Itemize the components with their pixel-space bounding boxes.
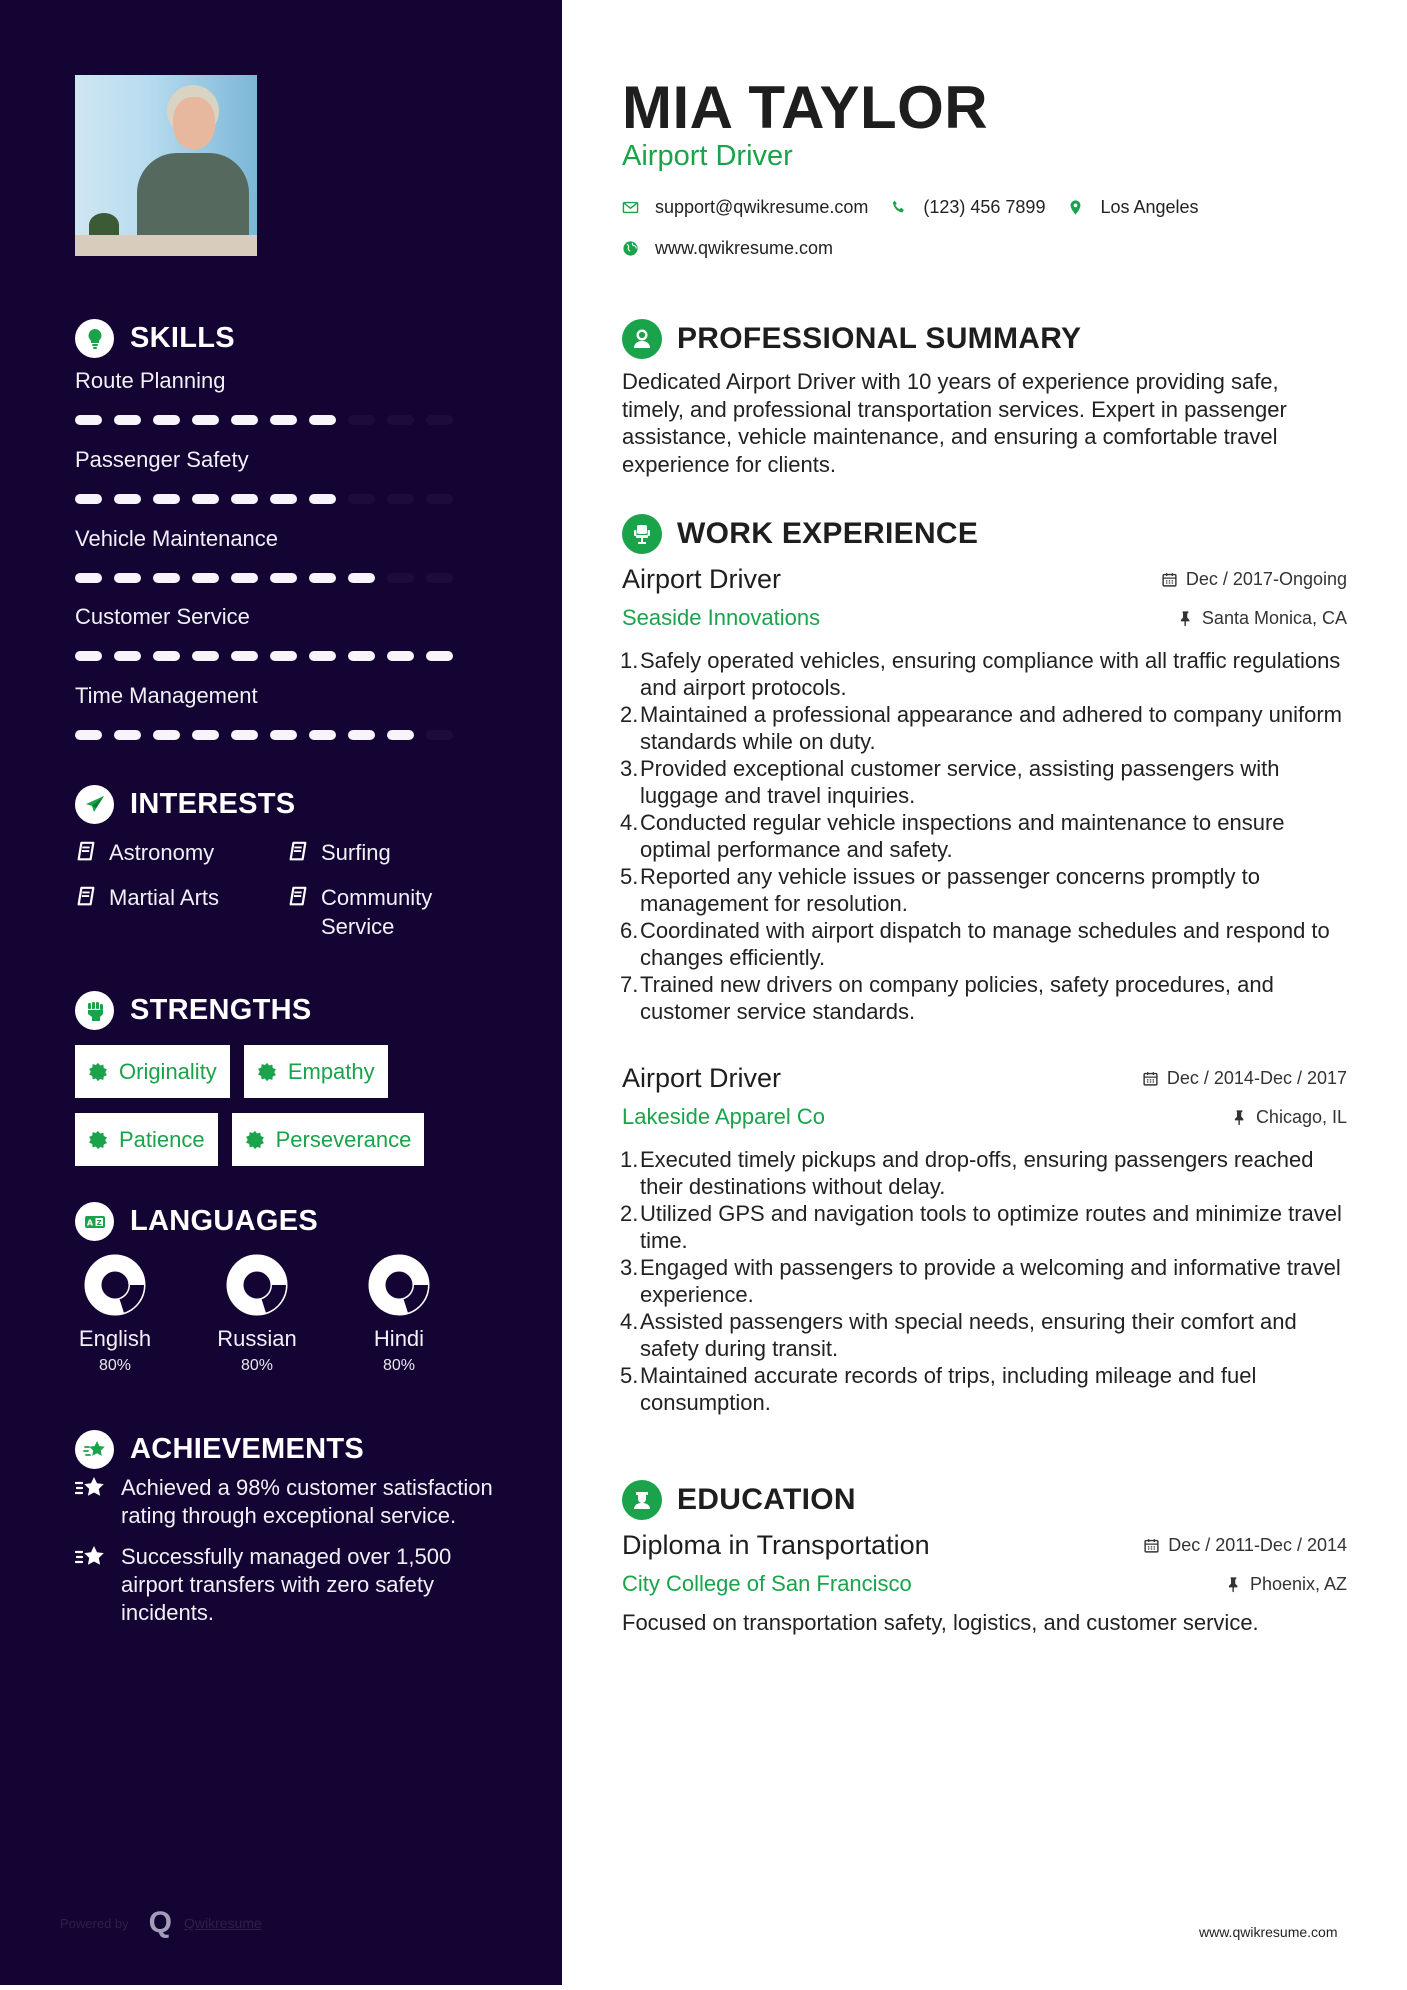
summary-title: PROFESSIONAL SUMMARY (677, 322, 1082, 355)
job-location: Santa Monica, CA (1177, 608, 1347, 629)
rating-segment (348, 415, 375, 425)
experience-title: WORK EXPERIENCE (677, 517, 979, 550)
skill-rating-bar (75, 651, 475, 661)
calendar-icon (1161, 571, 1178, 588)
job-bullet: Utilized GPS and navigation tools to optimize routes and minimize travel time. (640, 1201, 1342, 1253)
job-bullet: Trained new drivers on company policies, safety procedures, and customer service standards. (640, 972, 1274, 1024)
interest-item (75, 883, 287, 941)
job-title: Airport Driver (622, 1063, 782, 1093)
rating-segment (153, 651, 180, 661)
rating-segment (387, 573, 414, 583)
fist-icon (75, 991, 114, 1030)
pushpin-icon (1231, 1109, 1248, 1126)
language-name: Russian (217, 1326, 297, 1351)
skill-item (75, 681, 475, 740)
rating-segment (114, 730, 141, 740)
user-icon (622, 319, 662, 359)
job-date: Dec / 2017-Ongoing (1161, 569, 1347, 590)
rating-segment (426, 730, 453, 740)
rating-segment (75, 573, 102, 583)
interest-label: Martial Arts (109, 885, 220, 910)
rating-segment (426, 494, 453, 504)
job-bullet: Engaged with passengers to provide a welcoming and informative travel experience. (640, 1255, 1341, 1307)
education-title: EDUCATION (677, 1483, 856, 1516)
job-bullet: Coordinated with airport dispatch to manage schedules and respond to changes efficiently. (640, 918, 1330, 970)
strength-chip (244, 1045, 388, 1098)
translate-icon (75, 1202, 114, 1241)
rating-segment (114, 415, 141, 425)
rating-segment (114, 494, 141, 504)
skill-label: Customer Service (75, 604, 250, 629)
strength-chip (75, 1045, 230, 1098)
language-name: Hindi (373, 1326, 425, 1351)
contact-location (1067, 197, 1198, 218)
candidate-title: Airport Driver (622, 140, 793, 172)
achievement-item (75, 1543, 505, 1627)
qwikresume-logo-icon: Q (148, 1906, 172, 1939)
language-item (217, 1253, 359, 1375)
rating-segment (75, 415, 102, 425)
interest-label: Community Service (321, 885, 433, 939)
skill-item (75, 524, 475, 583)
rating-segment (192, 415, 219, 425)
globe-icon (622, 240, 639, 257)
strengths-list (75, 1045, 475, 1166)
skill-rating-bar (75, 415, 475, 425)
skill-rating-bar (75, 730, 475, 740)
rating-segment (426, 651, 453, 661)
location-text: Los Angeles (1100, 197, 1199, 217)
rating-segment (192, 730, 219, 740)
phone-text: (123) 456 7899 (923, 197, 1046, 217)
pushpin-icon (1177, 610, 1194, 627)
job-bullet: Assisted passengers with special needs, ensuring their comfort and safety during transit. (640, 1309, 1297, 1361)
rating-segment (309, 651, 336, 661)
skill-label: Time Management (75, 683, 258, 708)
qwikresume-link[interactable]: Qwikresume (184, 1915, 262, 1931)
achievements-title: ACHIEVEMENTS (130, 1433, 365, 1465)
shooting-star-icon (75, 1544, 107, 1572)
rating-segment (75, 494, 102, 504)
rating-segment (114, 651, 141, 661)
language-proficiency-donut (225, 1253, 289, 1317)
interest-label: Surfing (321, 840, 391, 865)
rating-segment (426, 573, 453, 583)
achievement-text: Successfully managed over 1,500 airport transfers with zero safety incidents. (121, 1544, 452, 1625)
rating-segment (309, 730, 336, 740)
rating-segment (348, 494, 375, 504)
education-heading (622, 1480, 856, 1520)
strength-chip (75, 1113, 218, 1166)
achievement-item (75, 1474, 505, 1530)
job-bullet: Maintained a professional appearance and adhered to company uniform standards while on duty. (640, 702, 1343, 754)
skill-item (75, 445, 475, 504)
book-icon (75, 841, 97, 863)
strength-chip (232, 1113, 425, 1166)
job-bullet: Maintained accurate records of trips, including mileage and fuel consumption. (640, 1363, 1257, 1415)
language-proficiency-donut (83, 1253, 147, 1317)
strengths-heading (75, 991, 312, 1030)
rating-segment (270, 730, 297, 740)
book-icon (287, 886, 309, 908)
skill-label: Vehicle Maintenance (75, 526, 279, 551)
job-entry (622, 1063, 1347, 1416)
rating-segment (75, 651, 102, 661)
contact-email[interactable] (622, 197, 868, 218)
strengths-title: STRENGTHS (130, 994, 312, 1026)
calendar-icon (1143, 1537, 1160, 1554)
interests-list (75, 838, 495, 941)
language-percent: 80% (240, 1357, 274, 1374)
interest-item (287, 883, 495, 941)
job-bullet: Safely operated vehicles, ensuring compliance with all traffic regulations and airport protocols. (640, 648, 1341, 700)
rating-segment (387, 651, 414, 661)
skill-label: Route Planning (75, 368, 226, 393)
rating-segment (114, 573, 141, 583)
job-date: Dec / 2014-Dec / 2017 (1142, 1068, 1347, 1089)
rating-segment (75, 730, 102, 740)
skill-rating-bar (75, 494, 475, 504)
paper-plane-icon (75, 785, 114, 824)
skill-label: Passenger Safety (75, 447, 249, 472)
office-chair-icon (622, 514, 662, 554)
languages-title: LANGUAGES (130, 1205, 318, 1237)
rating-segment (231, 573, 258, 583)
badge-icon (88, 1062, 108, 1082)
rating-segment (153, 573, 180, 583)
education-degree: Diploma in Transportation (622, 1530, 930, 1560)
rating-segment (309, 415, 336, 425)
skills-title: SKILLS (130, 322, 235, 354)
footer-url[interactable]: www.qwikresume.com (1199, 1924, 1338, 1940)
envelope-icon (622, 199, 639, 216)
experience-heading (622, 514, 978, 554)
candidate-name: MIA TAYLOR (622, 74, 989, 141)
languages-list (75, 1253, 501, 1375)
language-item (75, 1253, 217, 1375)
sidebar (0, 0, 562, 1985)
photo-plant (89, 213, 119, 237)
rating-segment (387, 494, 414, 504)
education-location: Phoenix, AZ (1225, 1574, 1347, 1595)
job-bullet: Reported any vehicle issues or passenger concerns promptly to management for resolution. (640, 864, 1260, 916)
graduate-icon (622, 1480, 662, 1520)
contact-website-row (622, 238, 855, 259)
rating-segment (270, 651, 297, 661)
language-item (359, 1253, 501, 1375)
rating-segment (231, 730, 258, 740)
photo-desk (75, 235, 257, 256)
rating-segment (153, 415, 180, 425)
rating-segment (270, 494, 297, 504)
strength-label: Patience (119, 1126, 205, 1152)
education-description: Focused on transportation safety, logistics, and customer service. (622, 1610, 1259, 1635)
achievement-text: Achieved a 98% customer satisfaction rating through exceptional service. (121, 1475, 493, 1528)
job-bullet: Conducted regular vehicle inspections and maintenance to ensure optimal performance and safety. (640, 810, 1285, 862)
svg-text:A: A (86, 1218, 93, 1227)
education-school: City College of San Francisco (622, 1571, 912, 1596)
interest-item (75, 838, 287, 867)
job-title: Airport Driver (622, 564, 782, 594)
language-name: English (78, 1326, 152, 1351)
photo-person-face (173, 97, 215, 149)
interests-title: INTERESTS (130, 788, 296, 820)
interest-item (287, 838, 495, 867)
job-entry (622, 564, 1347, 1025)
powered-by (60, 1906, 262, 1940)
language-percent: 80% (382, 1357, 416, 1374)
star-icon (75, 1430, 114, 1469)
strength-label: Empathy (287, 1058, 375, 1084)
svg-text:Z: Z (96, 1218, 102, 1227)
contact-row (622, 197, 1221, 218)
rating-segment (309, 494, 336, 504)
calendar-icon (1142, 1070, 1159, 1087)
language-percent: 80% (98, 1357, 132, 1374)
rating-segment (387, 415, 414, 425)
rating-segment (348, 651, 375, 661)
rating-segment (192, 494, 219, 504)
interest-label: Astronomy (109, 840, 215, 865)
job-bullets (622, 1146, 1347, 1416)
rating-segment (231, 494, 258, 504)
skills-heading (75, 319, 235, 358)
summary-text: Dedicated Airport Driver with 10 years of experience providing safe, timely, and professional transportation services. Expert in passenger assistance, vehicle maintenance, and ensuring a comfortable travel experience for clients. (622, 369, 1287, 477)
pushpin-icon (1225, 1576, 1242, 1593)
email-text: support@qwikresume.com (655, 197, 869, 217)
job-company: Lakeside Apparel Co (622, 1104, 826, 1129)
job-location: Chicago, IL (1231, 1107, 1347, 1128)
strength-label: Perseverance (275, 1126, 412, 1152)
rating-segment (153, 730, 180, 740)
achievements-heading (75, 1430, 364, 1469)
contact-website[interactable] (622, 238, 833, 259)
rating-segment (270, 573, 297, 583)
rating-segment (270, 415, 297, 425)
job-company: Seaside Innovations (622, 605, 821, 630)
phone-icon (890, 199, 907, 216)
website-text: www.qwikresume.com (655, 238, 834, 258)
rating-segment (426, 415, 453, 425)
job-bullet: Executed timely pickups and drop-offs, ensuring passengers reached their destinations without delay. (640, 1147, 1314, 1199)
rating-segment (387, 730, 414, 740)
languages-heading (75, 1202, 318, 1241)
map-pin-icon (1067, 199, 1084, 216)
shooting-star-icon (75, 1475, 107, 1503)
achievements-list (75, 1474, 505, 1640)
book-icon (287, 841, 309, 863)
summary-heading (622, 319, 1081, 359)
contact-phone[interactable] (890, 197, 1045, 218)
skill-item (75, 602, 475, 661)
rating-segment (153, 494, 180, 504)
skill-rating-bar (75, 573, 475, 583)
job-bullets (622, 647, 1347, 1025)
job-bullet: Provided exceptional customer service, assisting passengers with luggage and travel inquiries. (640, 756, 1280, 808)
rating-segment (348, 730, 375, 740)
strength-label: Originality (119, 1058, 217, 1084)
powered-by-label: Powered by (60, 1915, 129, 1931)
rating-segment (348, 573, 375, 583)
interests-heading (75, 785, 295, 824)
badge-icon (88, 1130, 108, 1150)
language-proficiency-donut (367, 1253, 431, 1317)
badge-icon (257, 1062, 277, 1082)
rating-segment (192, 651, 219, 661)
rating-segment (192, 573, 219, 583)
rating-segment (231, 651, 258, 661)
education-entry (622, 1530, 1347, 1637)
rating-segment (309, 573, 336, 583)
badge-icon (245, 1130, 265, 1150)
education-date: Dec / 2011-Dec / 2014 (1143, 1535, 1347, 1556)
skill-item (75, 366, 475, 425)
lightbulb-icon (75, 319, 114, 358)
book-icon (75, 886, 97, 908)
profile-photo (75, 75, 257, 256)
rating-segment (231, 415, 258, 425)
